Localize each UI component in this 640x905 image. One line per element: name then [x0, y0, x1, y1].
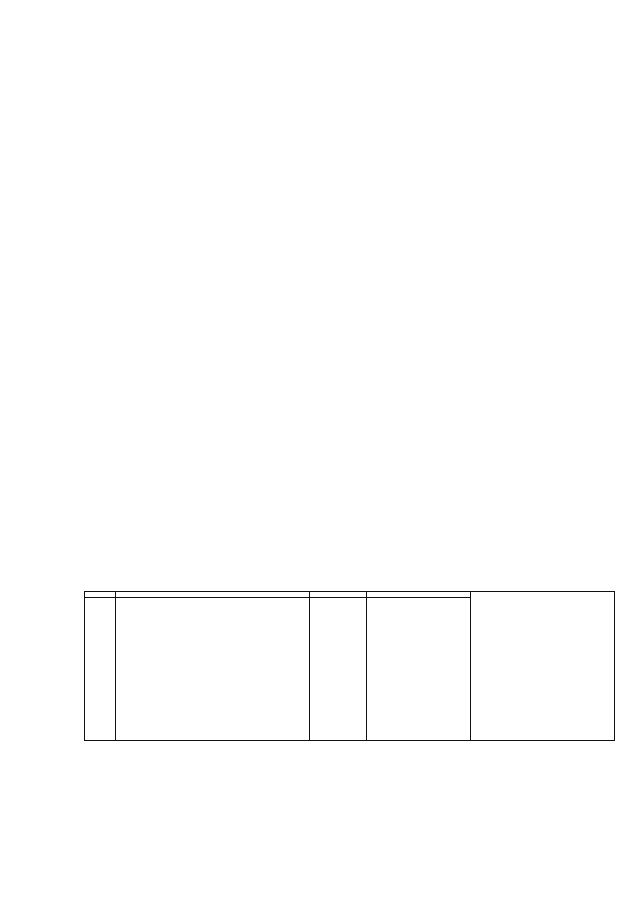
measure-executor — [366, 598, 470, 741]
row-number — [85, 598, 116, 741]
table-row — [85, 598, 615, 741]
measures-table — [84, 591, 615, 741]
result-cell-continued — [470, 598, 614, 741]
measure-name — [115, 598, 309, 741]
measure-period — [310, 598, 367, 741]
